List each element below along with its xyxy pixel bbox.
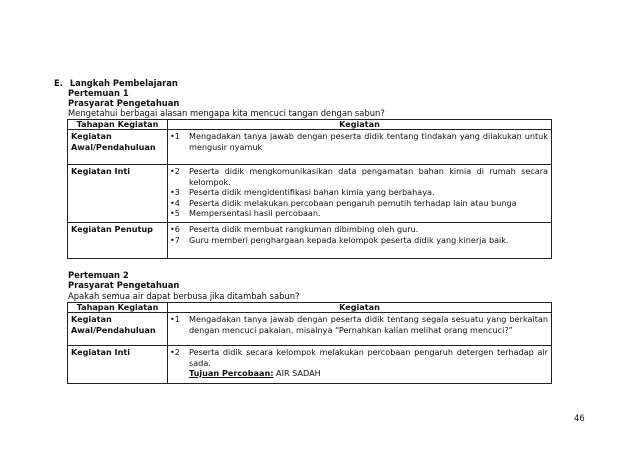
- list-item: [170, 166, 548, 187]
- item-number: •5: [170, 208, 180, 218]
- item-number: •7: [170, 234, 180, 245]
- meeting1-title: Pertemuan 1: [68, 88, 129, 98]
- header-activity: Kegiatan: [168, 303, 552, 313]
- list-item: [170, 208, 548, 219]
- list-item: [170, 347, 548, 368]
- activity-cell: [168, 130, 552, 165]
- list-item: [170, 187, 548, 198]
- section-title: Langkah Pembelajaran: [69, 78, 178, 88]
- table-header-row: [68, 303, 552, 313]
- table-row: [68, 313, 552, 346]
- goal-label: Tujuan Percobaan:: [189, 368, 274, 378]
- stage-cell: Kegiatan Penutup: [68, 223, 168, 259]
- item-number: •1: [170, 314, 180, 324]
- item-number: •4: [170, 197, 180, 208]
- item-text: Guru memberi penghargaan kepada kelompok peserta didik yang kinerja baik.: [189, 234, 509, 245]
- item-text: Peserta didik mengidentifikasi bahan kimia yang berbahaya.: [189, 187, 435, 197]
- meeting2-table: [67, 302, 552, 384]
- list-item: [170, 314, 548, 335]
- activity-cell: [168, 165, 552, 223]
- list-item: [170, 131, 548, 152]
- item-text: Peserta didik mengkomunikasikan data pengamatan bahan kimia di rumah secara kelompok.: [189, 166, 548, 187]
- table-row: [68, 130, 552, 165]
- item-number: •1: [170, 131, 180, 141]
- meeting2-prereq-label: Prasyarat Pengetahuan: [68, 280, 180, 290]
- table-row: [68, 223, 552, 259]
- page-number: 46: [574, 413, 585, 423]
- item-number: •2: [170, 166, 180, 176]
- section-heading: [54, 78, 178, 88]
- item-number: •6: [170, 224, 180, 234]
- meeting1-prereq-label: Prasyarat Pengetahuan: [68, 98, 180, 108]
- item-text: Peserta didik melakukan percobaan pengaruh pemutih terhadap lain atau bunga: [189, 197, 517, 208]
- activity-cell: [168, 346, 552, 384]
- goal-value: AIR SADAH: [276, 368, 321, 378]
- item-text: Peserta didik secara kelompok melakukan percobaan pengaruh detergen terhadap air sada.: [189, 347, 548, 368]
- header-activity: Kegiatan: [168, 120, 552, 130]
- stage-cell: Kegiatan Awal/Pendahuluan: [68, 313, 168, 346]
- item-text: Mengadakan tanya jawab dengan peserta didik tentang tindakan yang dilakukan untuk mengusir nyamuk: [189, 131, 548, 152]
- table-header-row: [68, 120, 552, 130]
- header-stage: Tahapan Kegiatan: [68, 303, 168, 313]
- meeting2-prereq-question: Apakah semua air dapat berbusa jika ditambah sabun?: [68, 291, 300, 301]
- meeting1-table: [67, 119, 552, 259]
- stage-cell: Kegiatan Inti: [68, 346, 168, 384]
- header-stage: Tahapan Kegiatan: [68, 120, 168, 130]
- item-text: Mengadakan tanya jawab dengan peserta didik tentang segala sesuatu yang berkaitan dengan mencuci pakaian, misalnya “Pernahkan kalian melihat orang mencuci?”: [189, 314, 548, 335]
- item-number: •2: [170, 347, 180, 357]
- stage-cell: Kegiatan Inti: [68, 165, 168, 223]
- meeting2-title: Pertemuan 2: [68, 270, 129, 280]
- meeting1-prereq-question: Mengetahui berbagai alasan mengapa kita mencuci tangan dengan sabun?: [68, 108, 385, 118]
- item-number: •3: [170, 187, 180, 197]
- table-row: [68, 165, 552, 223]
- list-item: [170, 198, 548, 209]
- table-row: [68, 346, 552, 384]
- experiment-goal: [170, 368, 548, 379]
- activity-cell: [168, 223, 552, 259]
- stage-cell: Kegiatan Awal/Pendahuluan: [68, 130, 168, 165]
- activity-cell: [168, 313, 552, 346]
- item-text: Peserta didik membuat rangkuman dibimbing oleh guru.: [189, 224, 419, 234]
- list-item: [170, 235, 548, 246]
- section-letter: E.: [54, 78, 63, 88]
- item-text: Mempersentasi hasil percobaan.: [189, 208, 321, 218]
- list-item: [170, 224, 548, 235]
